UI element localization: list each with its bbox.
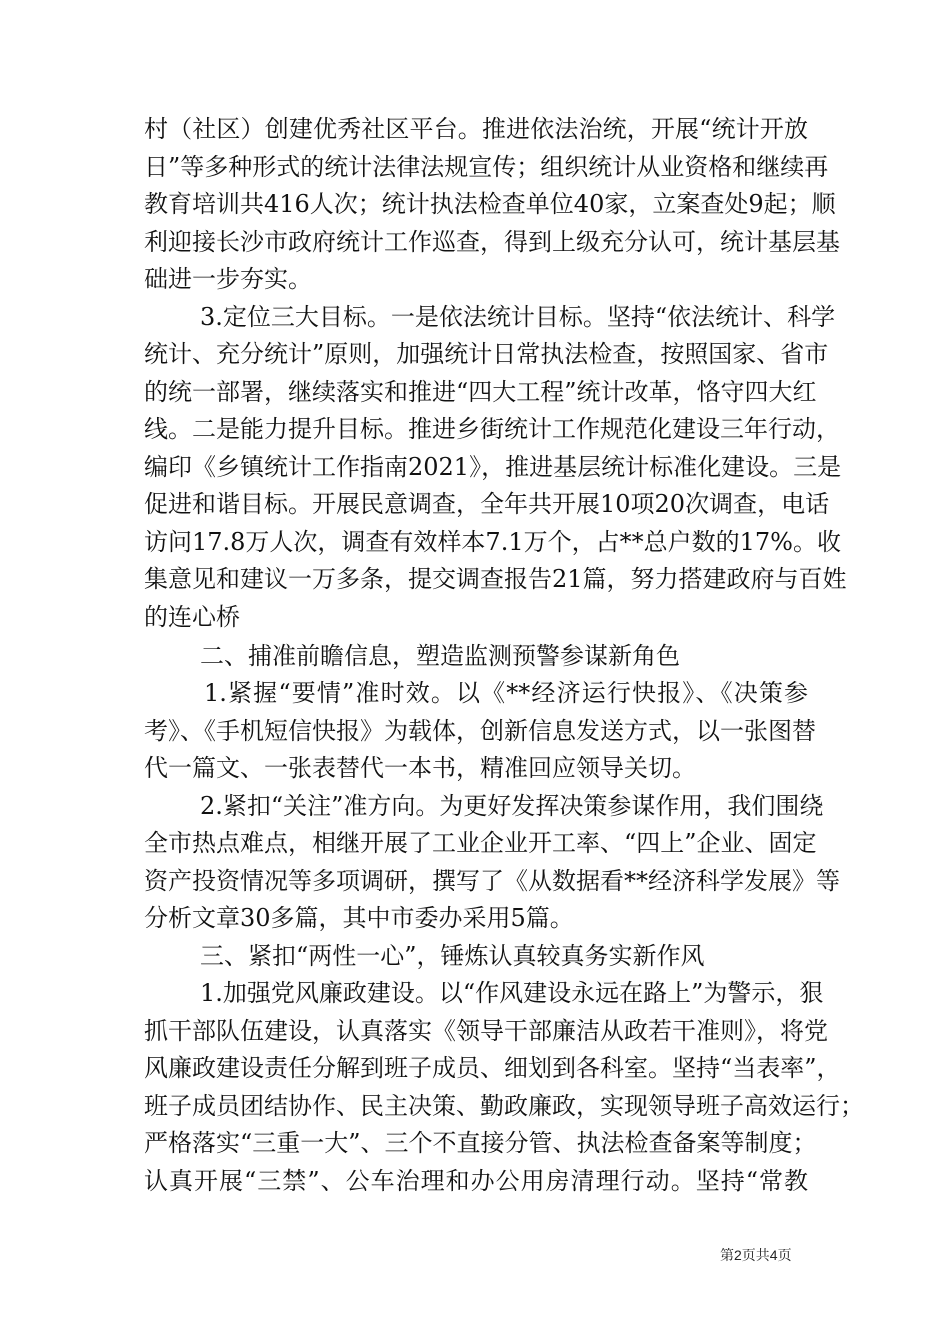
text-line: 抓干部队伍建设，认真落实《领导干部廉洁从政若干准则》，将党 <box>144 1017 828 1045</box>
text-line: 础进一步夯实。 <box>144 265 312 293</box>
text-line: 班子成员团结协作、民主决策、勤政廉政，实现领导班子高效运行； <box>144 1092 864 1120</box>
text-line: 的连心桥 <box>144 603 240 631</box>
text-line: 教育培训共416人次；统计执法检查单位40家，立案查处9起；顺 <box>144 190 836 218</box>
text-line: 代一篇文、一张表替代一本书，精准回应领导关切。 <box>144 754 696 782</box>
text-line: 2.紧扣“关注”准方向。为更好发挥决策参谋作用，我们围绕 <box>200 792 824 820</box>
text-line: 日”等多种形式的统计法律法规宣传；组织统计从业资格和继续再 <box>144 153 829 181</box>
text-line: 严格落实“三重一大”、三个不直接分管、执法检查备案等制度； <box>144 1129 817 1157</box>
text-line: 全市热点难点，相继开展了工业企业开工率、“四上”企业、固定 <box>144 829 817 857</box>
text-line: 促进和谐目标。开展民意调查，全年共开展10项20次调查，电话 <box>144 490 830 518</box>
text-line: 访问17.8万人次，调查有效样本7.1万个，占**总户数的17%。收 <box>144 528 841 556</box>
section-heading: 三、紧扣“两性一心”，锤炼认真较真务实新作风 <box>200 942 705 970</box>
text-line: 资产投资情况等多项调研，撰写了《从数据看**经济科学发展》等 <box>144 867 840 895</box>
text-line: 村（社区）创建优秀社区平台。推进依法治统，开展“统计开放 <box>144 115 808 143</box>
text-line: 利迎接长沙市政府统计工作巡查，得到上级充分认可，统计基层基 <box>144 228 840 256</box>
text-line: 考》、《手机短信快报》为载体，创新信息发送方式，以一张图替 <box>144 717 816 745</box>
text-line: 集意见和建议一万多条，提交调查报告21篇，努力搭建政府与百姓 <box>144 565 847 593</box>
text-line: 统计、充分统计”原则，加强统计日常执法检查，按照国家、省市 <box>144 340 829 368</box>
text-line: 3.定位三大目标。一是依法统计目标。坚持“依法统计、科学 <box>200 303 836 331</box>
page-indicator: 第2页共4页 <box>720 1247 792 1263</box>
section-heading: 二、捕准前瞻信息，塑造监测预警参谋新角色 <box>200 642 680 670</box>
text-line: 1.紧握“要情”准时效。以《**经济运行快报》、《决策参 <box>204 679 808 707</box>
text-line: 风廉政建设责任分解到班子成员、细划到各科室。坚持“当表率”， <box>144 1054 841 1082</box>
text-line: 线。二是能力提升目标。推进乡街统计工作规范化建设三年行动， <box>144 415 840 443</box>
text-line: 认真开展“三禁”、公车治理和办公用房清理行动。坚持“常教 <box>144 1167 808 1195</box>
text-line: 编印《乡镇统计工作指南2021》，推进基层统计标准化建设。三是 <box>144 453 842 481</box>
text-line: 分析文章30多篇，其中市委办采用5篇。 <box>144 904 574 932</box>
text-line: 1.加强党风廉政建设。以“作风建设永远在路上”为警示，狠 <box>200 979 824 1007</box>
text-line: 的统一部署，继续落实和推进“四大工程”统计改革，恪守四大红 <box>144 378 817 406</box>
